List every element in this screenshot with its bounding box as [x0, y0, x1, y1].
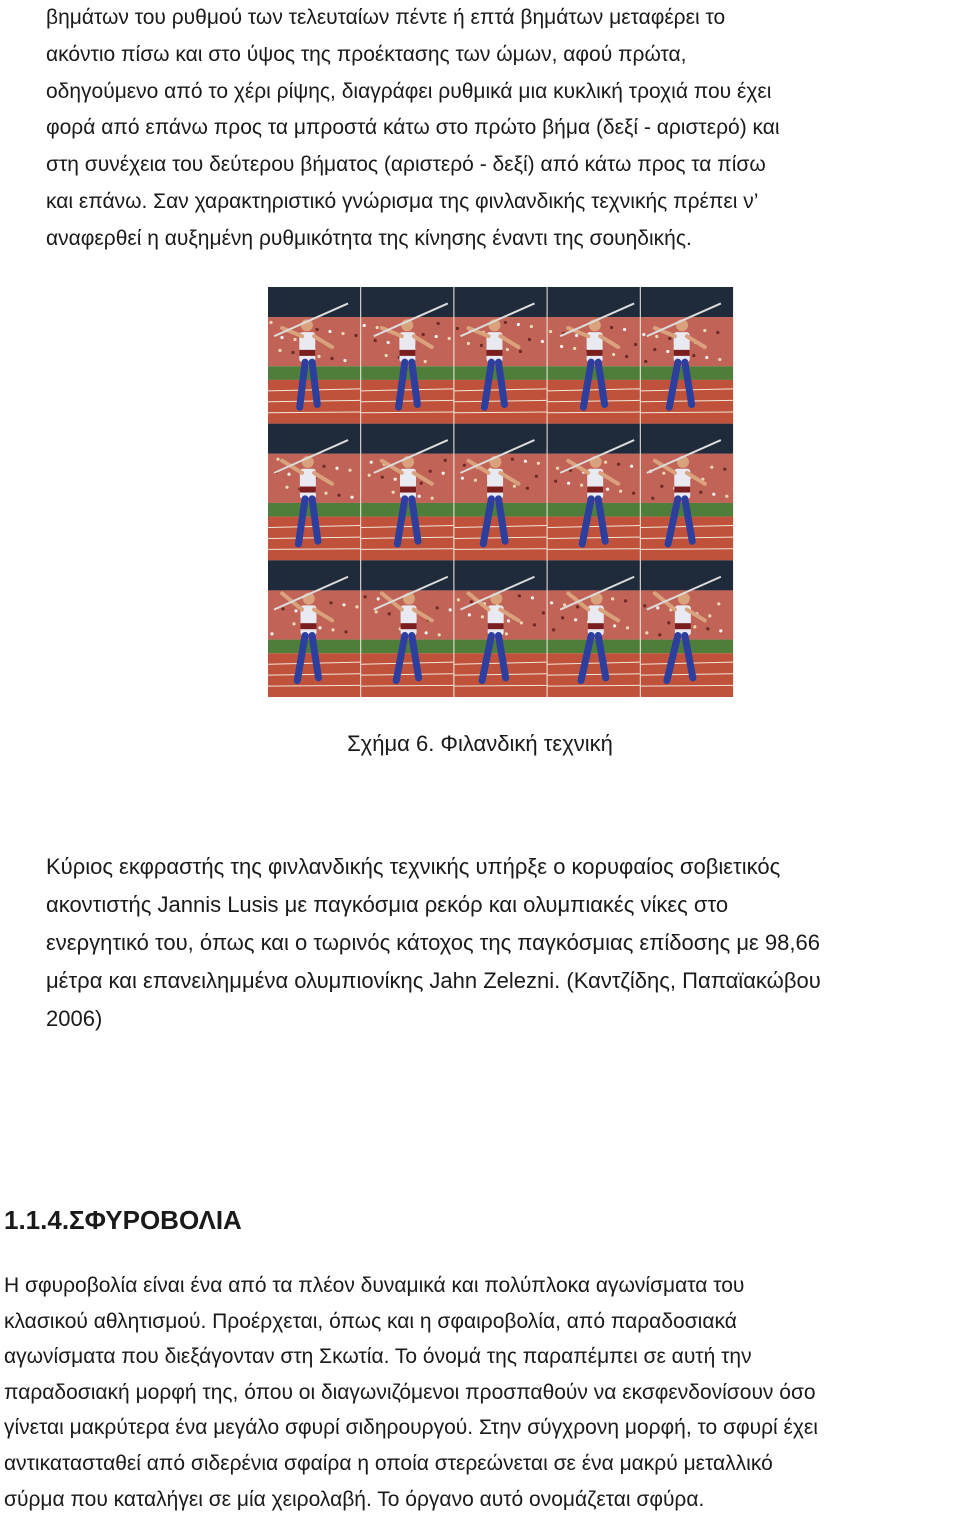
sequence-frame [454, 287, 546, 424]
sequence-frame [641, 424, 733, 561]
sequence-frame [361, 424, 453, 561]
sequence-frame [268, 560, 360, 697]
text-line: κλασικού αθλητισμού. Προέρχεται, όπως και η σφαιροβολία, από παραδοσιακά [4, 1309, 737, 1333]
text-line: γίνεται μακρύτερα ένα μεγάλο σφυρί σιδηρουργού. Στην σύγχρονη μορφή, το σφυρί έχει [4, 1416, 818, 1440]
text-line: και επάνω. Σαν χαρακτηριστικό γνώρισμα της φινλανδικής τεχνικής πρέπει ν’ [46, 189, 759, 213]
sequence-frame [641, 560, 733, 697]
javelin-sequence-image [268, 287, 734, 697]
text-line: αντικατασταθεί από σιδερένια σφαίρα η οποία στερεώνεται σε ένα μακρύ μεταλλικό [4, 1451, 773, 1475]
text-line: σύρμα που καταλήγει σε μία χειρολαβή. Το όργανο αυτό ονομάζεται σφύρα. [4, 1487, 705, 1511]
javelin-sequence-figure [268, 287, 734, 697]
text-line: αναφερθεί η αυξημένη ρυθμικότητα της κίνησης έναντι της σουηδικής. [46, 226, 692, 250]
paragraph-hammer-throw [4, 1268, 956, 1517]
figure-caption: Σχήμα 6. Φιλανδική τεχνική [347, 731, 613, 756]
text-line: ακοντιστής Jannis Lusis με παγκόσμια ρεκόρ και ολυμπιακές νίκες στο [46, 892, 729, 917]
section-heading: 1.1.4.ΣΦΥΡΟΒΟΛΙΑ [4, 1205, 242, 1235]
text-line: στη συνέχεια του δεύτερου βήματος (αριστερό - δεξί) από κάτω προς τα πίσω [46, 153, 766, 177]
sequence-frame [548, 424, 640, 561]
sequence-frame [548, 560, 640, 697]
sequence-frame [548, 287, 640, 424]
sequence-frame [641, 287, 733, 424]
text-line: βημάτων του ρυθμού των τελευταίων πέντε ή επτά βημάτων μεταφέρει το [46, 6, 726, 29]
text-line: μέτρα και επανειλημμένα ολυμπιονίκης Jahn Zelezni. (Καντζίδης, Παπαϊακώβου [46, 968, 821, 993]
text-line: παραδοσιακή μορφή της, όπου οι διαγωνιζόμενοι προσπαθούν να εκσφενδονίσουν όσο [4, 1380, 816, 1404]
text-line: Κύριος εκφραστής της φινλανδικής τεχνικής υπήρξε ο κορυφαίος σοβιετικός [46, 854, 781, 879]
sequence-frame [361, 287, 453, 424]
text-line: Η σφυροβολία είναι ένα από τα πλέον δυναμικά και πολύπλοκα αγωνίσματα του [4, 1274, 745, 1297]
paragraph-lusis-zelezni [46, 848, 956, 1038]
text-line: φορά από επάνω προς τα μπροστά κάτω στο πρώτο βήμα (δεξί - αριστερό) και [46, 116, 780, 140]
text-line: οδηγούμενο από το χέρι ρίψης, διαγράφει ρυθμικά μια κυκλική τροχιά που έχει [46, 79, 772, 103]
text-line: αγωνίσματα που διεξάγονταν στη Σκωτία. Το όνομά της παραπέμπει σε αυτή την [4, 1345, 752, 1369]
sequence-frame [454, 424, 546, 561]
paragraph-finnish-technique [46, 0, 956, 258]
text-line: ενεργητικό του, όπως και ο τωρινός κάτοχος της παγκόσμιας επίδοσης με 98,66 [46, 930, 820, 955]
sequence-frame [454, 560, 546, 697]
sequence-frame [268, 287, 360, 424]
sequence-frame [268, 424, 360, 561]
text-line: ακόντιο πίσω και στο ύψος της προέκτασης των ώμων, αφού πρώτα, [46, 42, 687, 66]
sequence-frame [361, 560, 453, 697]
text-line: 2006) [46, 1006, 103, 1031]
